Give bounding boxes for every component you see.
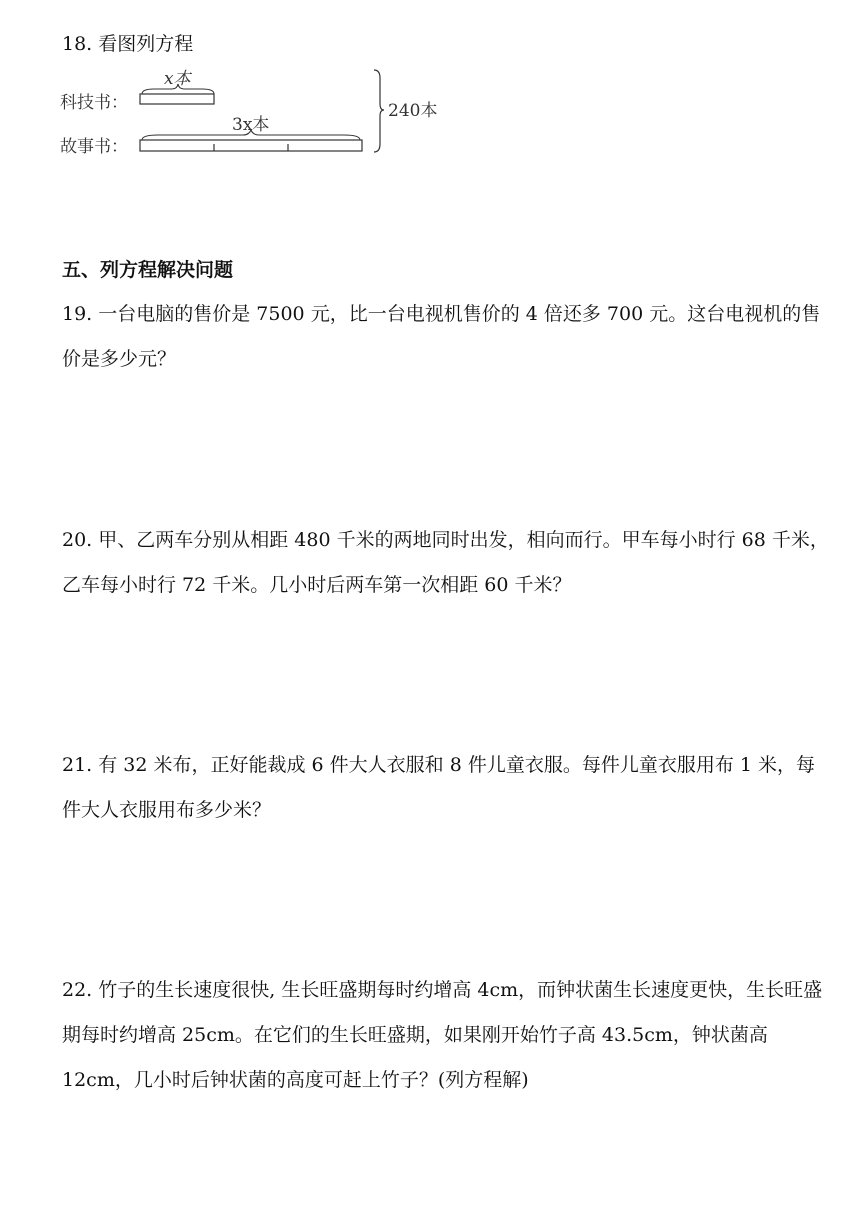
section-heading: 五、列方程解决问题 <box>62 259 234 281</box>
equation-diagram <box>58 64 458 164</box>
question-18-title: 18. 看图列方程 <box>62 33 194 55</box>
total-label: 240本 <box>388 101 438 121</box>
row1-brace-label: x本 <box>164 69 191 89</box>
row1-label: 科技书： <box>60 93 128 113</box>
question-22: 22. 竹子的生长速度很快, 生长旺盛期每时约增高 4cm，而钟状菌生长速度更快，生长旺盛期每时约增高 25cm。在它们的生长旺盛期，如果刚开始竹子高 43.5cm，钟状菌高 12cm，几小时后钟状菌的高度可赶上竹子？(列方程解) <box>62 979 823 1091</box>
row2-bar <box>140 140 362 151</box>
question-21: 21. 有 32 米布，正好能裁成 6 件大人衣服和 8 件儿童衣服。每件儿童衣服用布 1 米，每件大人衣服用布多少米？ <box>62 754 816 821</box>
question-20: 20. 甲、乙两车分别从相距 480 千米的两地同时出发，相向而行。甲车每小时行 68 千米，乙车每小时行 72 千米。几小时后两车第一次相距 60 千米？ <box>62 529 829 596</box>
row1-bar <box>140 94 214 104</box>
row2-label: 故事书： <box>60 137 128 157</box>
row2-brace-label: 3x本 <box>232 115 270 135</box>
total-brace <box>374 70 384 152</box>
question-19: 19. 一台电脑的售价是 7500 元，比一台电视机售价的 4 倍还多 700 元。这台电视机的售价是多少元？ <box>62 303 821 370</box>
